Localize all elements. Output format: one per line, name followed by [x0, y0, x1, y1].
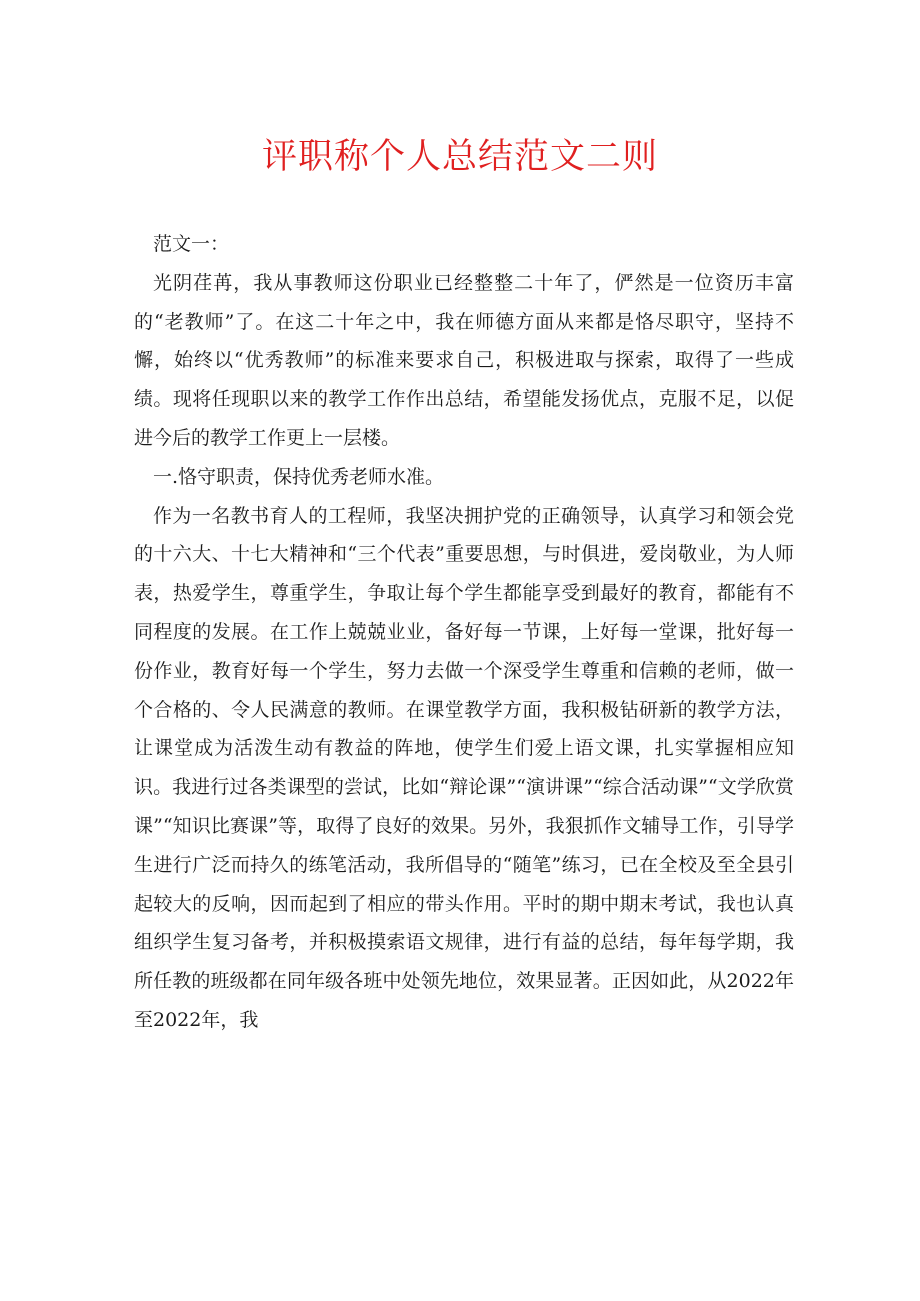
intro-paragraph: 光阴荏苒，我从事教师这份职业已经整整二十年了，俨然是一位资历丰富的“老教师”了。在这二十年之中，我在师德方面从来都是恪尽职守，坚持不懈，始终以“优秀教师”的标准来要求自己，积极进取与探索，取得了一些成绩。现将任现职以来的教学工作作出总结，希望能发扬优点，克服不足，以促进今后的教学工作更上一层楼。 — [134, 271, 794, 449]
section-label: 范文一： — [153, 233, 230, 255]
document-body — [134, 225, 794, 1040]
document-title: 评职称个人总结范文二则 — [261, 137, 658, 177]
body-paragraph: 作为一名教书育人的工程师，我坚决拥护党的正确领导，认真学习和领会党的十六大、十七大精神和“三个代表”重要思想，与时俱进，爱岗敬业，为人师表，热爱学生，尊重学生，争取让每个学生都能享受到最好的教育，都能有不同程度的发展。在工作上兢兢业业，备好每一节课，上好每一堂课，批好每一份作业，教育好每一个学生，努力去做一个深受学生尊重和信赖的老师，做一个合格的、令人民满意的教师。在课堂教学方面，我积极钻研新的教学方法，让课堂成为活泼生动有教益的阵地，使学生们爱上语文课，扎实掌握相应知识。我进行过各类课型的尝试，比如“辩论课”“演讲课”“综合活动课”“文学欣赏课”“知识比赛课”等，取得了良好的效果。另外，我狠抓作文辅导工作，引导学生进行广泛而持久的练笔活动，我所倡导的“随笔”练习，已在全校及至全县引起较大的反响，因而起到了相应的带头作用。平时的期中期末考试，我也认真组织学生复习备考，并积极摸索语文规律，进行有益的总结，每年每学期，我所任教的班级都在同年级各班中处领先地位，效果显著。正因如此，从2022年至2022年，我 — [134, 504, 794, 1031]
section-heading: 一.恪守职责，保持优秀老师水准。 — [153, 465, 445, 488]
